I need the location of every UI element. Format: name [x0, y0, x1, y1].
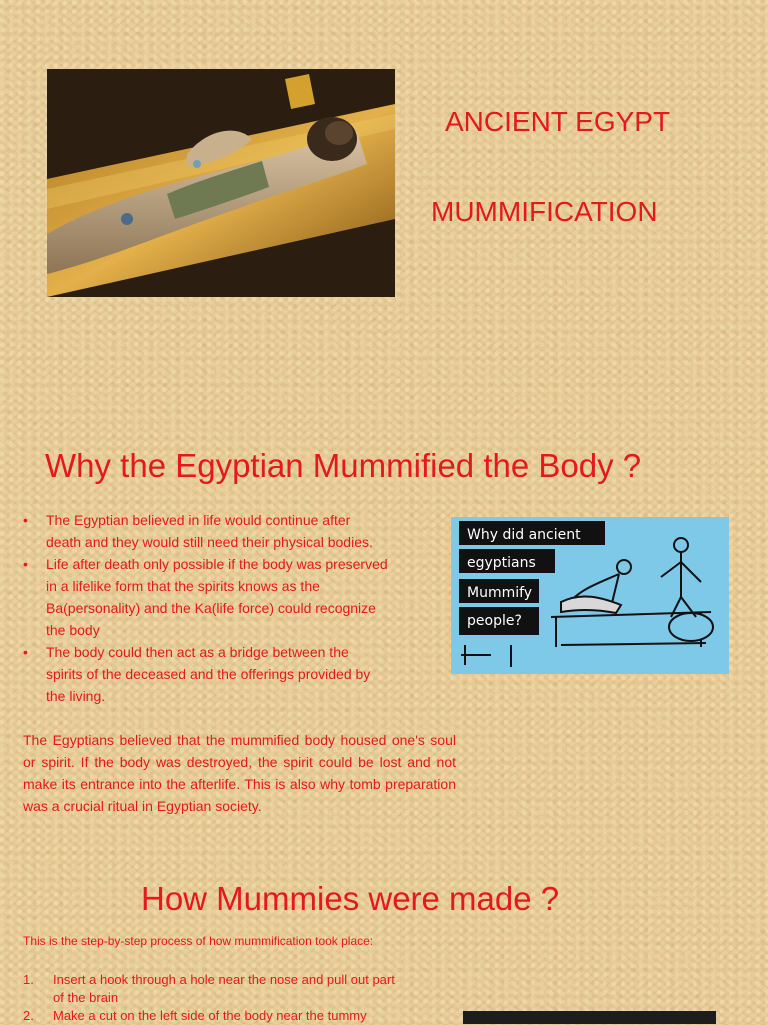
- cartoon-text-3: Mummify: [467, 585, 533, 601]
- cartoon-text-4: people?: [467, 613, 522, 629]
- cartoon-text-1: Why did ancient: [467, 527, 581, 543]
- next-image-placeholder: [463, 1011, 716, 1024]
- cartoon-text-2: egyptians: [467, 555, 536, 571]
- cover-title-line2: MUMMIFICATION: [431, 196, 658, 227]
- process-steps-list: [23, 971, 455, 1025]
- step-number: 2.: [23, 1008, 34, 1023]
- bullet-icon: •: [23, 644, 28, 660]
- reason-item: • The Egyptian believed in life would continue after death and they would still need their physical bodies.: [23, 509, 455, 553]
- step-item: 1. Insert a hook through a hole near the nose and pull out part of the brain: [23, 972, 395, 1005]
- mummy-photo: [47, 69, 395, 297]
- reason-item: • The body could then act as a bridge between the spirits of the deceased and the offerings provided by the living.: [23, 641, 455, 707]
- bullet-icon: •: [23, 556, 28, 572]
- cover-title-line1: ANCIENT EGYPT: [445, 106, 671, 137]
- mummify-cartoon-image: [451, 517, 729, 674]
- step-number: 1.: [23, 972, 34, 987]
- section-heading-why: Why the Egyptian Mummified the Body ?: [45, 447, 642, 484]
- afterlife-paragraph: The Egyptians believed that the mummified body housed one's soul or spirit. If the body was destroyed, the spirit could be lost and not make its entrance into the afterlife. This is also why tomb preparation was a crucial ritual in Egyptian society.: [23, 732, 456, 814]
- reason-item: • Life after death only possible if the body was preserved in a lifelike form that the spirits knows as the Ba(personality) and the Ka(life force) could recognize the body: [23, 553, 455, 641]
- reasons-list: [23, 509, 455, 707]
- step-item: 2. Make a cut on the left side of the body near the tummy: [23, 1008, 367, 1023]
- process-intro: This is the step-by-step process of how mummification took place:: [23, 934, 374, 948]
- bullet-icon: •: [23, 512, 28, 528]
- section-heading-how: How Mummies were made ?: [141, 880, 560, 917]
